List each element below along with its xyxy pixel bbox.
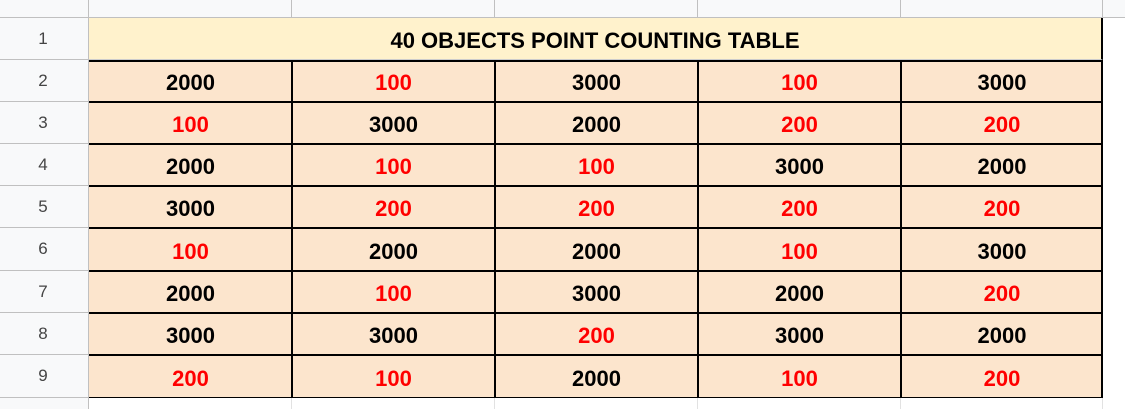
cell-c5[interactable]: 200 xyxy=(495,186,698,228)
cell-b4[interactable]: 100 xyxy=(292,144,495,186)
cell-d4[interactable]: 3000 xyxy=(698,144,901,186)
point-table-grid xyxy=(89,60,1103,398)
cell-c4[interactable]: 100 xyxy=(495,144,698,186)
cell-e7[interactable]: 200 xyxy=(901,271,1103,313)
row-border xyxy=(89,143,1103,145)
cell-a6[interactable]: 100 xyxy=(89,228,292,271)
row-header-1[interactable]: 1 xyxy=(0,18,89,60)
cell-e8[interactable]: 2000 xyxy=(901,313,1103,355)
cell-b2[interactable]: 100 xyxy=(292,60,495,102)
row-header-3[interactable]: 3 xyxy=(0,102,89,144)
row-header-4[interactable]: 4 xyxy=(0,144,89,186)
cell-c9[interactable]: 2000 xyxy=(495,355,698,398)
cell-e3[interactable]: 200 xyxy=(901,102,1103,144)
row-border xyxy=(89,354,1103,356)
cell-c7[interactable]: 3000 xyxy=(495,271,698,313)
cell-a7[interactable]: 2000 xyxy=(89,271,292,313)
row-border xyxy=(89,101,1103,103)
cell-a5[interactable]: 3000 xyxy=(89,186,292,228)
cell-c8[interactable]: 200 xyxy=(495,313,698,355)
cell-c2[interactable]: 3000 xyxy=(495,60,698,102)
empty-row-10[interactable] xyxy=(89,398,1125,409)
column-border xyxy=(697,60,699,398)
column-header-c[interactable] xyxy=(495,0,698,18)
cell-c6[interactable]: 2000 xyxy=(495,228,698,271)
row-header-9[interactable]: 9 xyxy=(0,355,89,398)
cell-a9[interactable]: 200 xyxy=(89,355,292,398)
cell-d7[interactable]: 2000 xyxy=(698,271,901,313)
row-border xyxy=(89,227,1103,229)
column-header-e[interactable] xyxy=(901,0,1103,18)
cell-a8[interactable]: 3000 xyxy=(89,313,292,355)
column-header-b[interactable] xyxy=(292,0,495,18)
cell-d3[interactable]: 200 xyxy=(698,102,901,144)
cell-d5[interactable]: 200 xyxy=(698,186,901,228)
empty-column-f[interactable] xyxy=(1103,18,1125,409)
row-border xyxy=(89,312,1103,314)
cell-a2[interactable]: 2000 xyxy=(89,60,292,102)
row-border xyxy=(89,270,1103,272)
cell-e6[interactable]: 3000 xyxy=(901,228,1103,271)
column-header-d[interactable] xyxy=(698,0,901,18)
cell-b6[interactable]: 2000 xyxy=(292,228,495,271)
table-title-cell[interactable]: 40 OBJECTS POINT COUNTING TABLE xyxy=(89,18,1103,60)
row-header-8[interactable]: 8 xyxy=(0,313,89,355)
cell-e9[interactable]: 200 xyxy=(901,355,1103,398)
column-header-f[interactable] xyxy=(1103,0,1125,18)
row-header-10[interactable] xyxy=(0,398,89,409)
cell-b7[interactable]: 100 xyxy=(292,271,495,313)
cell-d8[interactable]: 3000 xyxy=(698,313,901,355)
cell-e2[interactable]: 3000 xyxy=(901,60,1103,102)
cell-b9[interactable]: 100 xyxy=(292,355,495,398)
column-border xyxy=(494,60,496,398)
select-all-corner[interactable] xyxy=(0,0,89,18)
cell-d2[interactable]: 100 xyxy=(698,60,901,102)
cell-c3[interactable]: 2000 xyxy=(495,102,698,144)
row-border xyxy=(89,185,1103,187)
cell-d6[interactable]: 100 xyxy=(698,228,901,271)
cell-a4[interactable]: 2000 xyxy=(89,144,292,186)
cell-d9[interactable]: 100 xyxy=(698,355,901,398)
row-header-7[interactable]: 7 xyxy=(0,271,89,313)
cell-b5[interactable]: 200 xyxy=(292,186,495,228)
row-header-2[interactable]: 2 xyxy=(0,60,89,102)
cell-e5[interactable]: 200 xyxy=(901,186,1103,228)
row-header-5[interactable]: 5 xyxy=(0,186,89,228)
cell-b8[interactable]: 3000 xyxy=(292,313,495,355)
row-header-6[interactable]: 6 xyxy=(0,228,89,271)
column-border xyxy=(291,60,293,398)
cell-e4[interactable]: 2000 xyxy=(901,144,1103,186)
cell-b3[interactable]: 3000 xyxy=(292,102,495,144)
row-border xyxy=(89,60,1103,62)
column-header-a[interactable] xyxy=(89,0,292,18)
cell-a3[interactable]: 100 xyxy=(89,102,292,144)
column-border xyxy=(900,60,902,398)
